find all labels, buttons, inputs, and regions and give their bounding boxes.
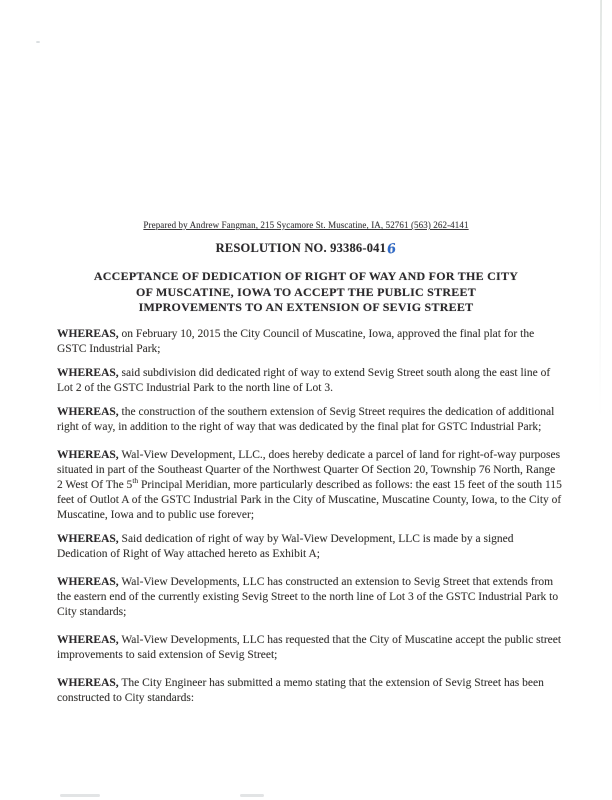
whereas-paragraph-4 bbox=[57, 448, 562, 523]
whereas-paragraph-8 bbox=[57, 676, 562, 706]
resolution-number-text: RESOLUTION NO. 93386-041 bbox=[215, 241, 387, 255]
whereas-lead: WHEREAS, bbox=[57, 677, 119, 689]
whereas-lead: WHEREAS, bbox=[57, 576, 119, 588]
prepared-by-text: Prepared by Andrew Fangman, 215 Sycamore St. Muscatine, IA, 52761 (563) 262-4141 bbox=[143, 220, 469, 230]
whereas-paragraph-7 bbox=[57, 633, 562, 663]
whereas-lead: WHEREAS, bbox=[57, 634, 119, 646]
whereas-lead: WHEREAS, bbox=[57, 406, 119, 418]
paragraph-text: Said dedication of right of way by Wal-View Development, LLC is made by a signed Dedication of Right of Way attached hereto as Exhibit A; bbox=[57, 533, 514, 560]
scan-edge-artifact bbox=[599, 0, 601, 420]
whereas-paragraph-1 bbox=[57, 327, 562, 357]
scan-smudge-artifact bbox=[240, 794, 264, 797]
paragraph-text: The City Engineer has submitted a memo stating that the extension of Sevig Street has been constructed to City standards: bbox=[57, 677, 544, 704]
paragraph-text: the construction of the southern extension of Sevig Street requires the dedication of additional right of way, in addition to the right of way that was dedicated by the final plat for GSTC Industrial Park; bbox=[57, 406, 555, 433]
resolution-body bbox=[57, 327, 562, 715]
paragraph-text: Wal-View Developments, LLC has requested that the City of Muscatine accept the public street improvements to said extension of Sevig Street; bbox=[57, 634, 562, 661]
whereas-lead: WHEREAS, bbox=[57, 328, 119, 340]
whereas-lead: WHEREAS, bbox=[57, 367, 119, 379]
scan-smudge-artifact bbox=[60, 794, 100, 797]
scan-speck-artifact bbox=[36, 41, 40, 43]
whereas-paragraph-6 bbox=[57, 575, 562, 620]
paragraph-text: Principal Meridian, more particularly described as follows: the east 15 feet of the south 115 feet of Outlot A of the GSTC Industrial Park in the City of Muscatine, Muscatine County, Iowa, to the City of Muscatine, Iowa and to public use forever; bbox=[57, 479, 562, 521]
whereas-paragraph-2 bbox=[57, 366, 562, 396]
title-line-2: OF MUSCATINE, IOWA TO ACCEPT THE PUBLIC STREET bbox=[135, 284, 477, 299]
paragraph-text: Wal-View Development, LLC., does hereby dedicate a parcel of land for right-of-way purposes situated in part of the Southeast Quarter of the Northwest Quarter Of Section 20, Township 76 North, Range 2 West Of The 5 bbox=[57, 449, 561, 491]
paragraph-text: on February 10, 2015 the City Council of Muscatine, Iowa, approved the final plat for the GSTC Industrial Park; bbox=[57, 328, 535, 355]
handwritten-resolution-digit: 6 bbox=[386, 241, 398, 258]
resolution-number-line bbox=[0, 241, 612, 256]
ordinal-superscript: th bbox=[132, 476, 139, 486]
title-line-1: ACCEPTANCE OF DEDICATION OF RIGHT OF WAY AND FOR THE CITY bbox=[93, 269, 519, 283]
title-line-3: IMPROVEMENTS TO AN EXTENSION OF SEVIG STREET bbox=[138, 300, 474, 314]
whereas-lead: WHEREAS, bbox=[57, 533, 119, 545]
whereas-paragraph-5 bbox=[57, 532, 562, 562]
prepared-by-line bbox=[0, 220, 612, 230]
whereas-lead: WHEREAS, bbox=[57, 449, 119, 461]
document-title bbox=[0, 269, 612, 316]
paragraph-text: Wal-View Developments, LLC has constructed an extension to Sevig Street that extends from the eastern end of the currently existing Sevig Street to the north line of Lot 3 of the GSTC Industrial Park to City standards; bbox=[57, 576, 559, 618]
paragraph-text: said subdivision did dedicated right of way to extend Sevig Street south along the east line of Lot 2 of the GSTC Industrial Park to the north line of Lot 3. bbox=[57, 367, 551, 394]
whereas-paragraph-3 bbox=[57, 405, 562, 435]
